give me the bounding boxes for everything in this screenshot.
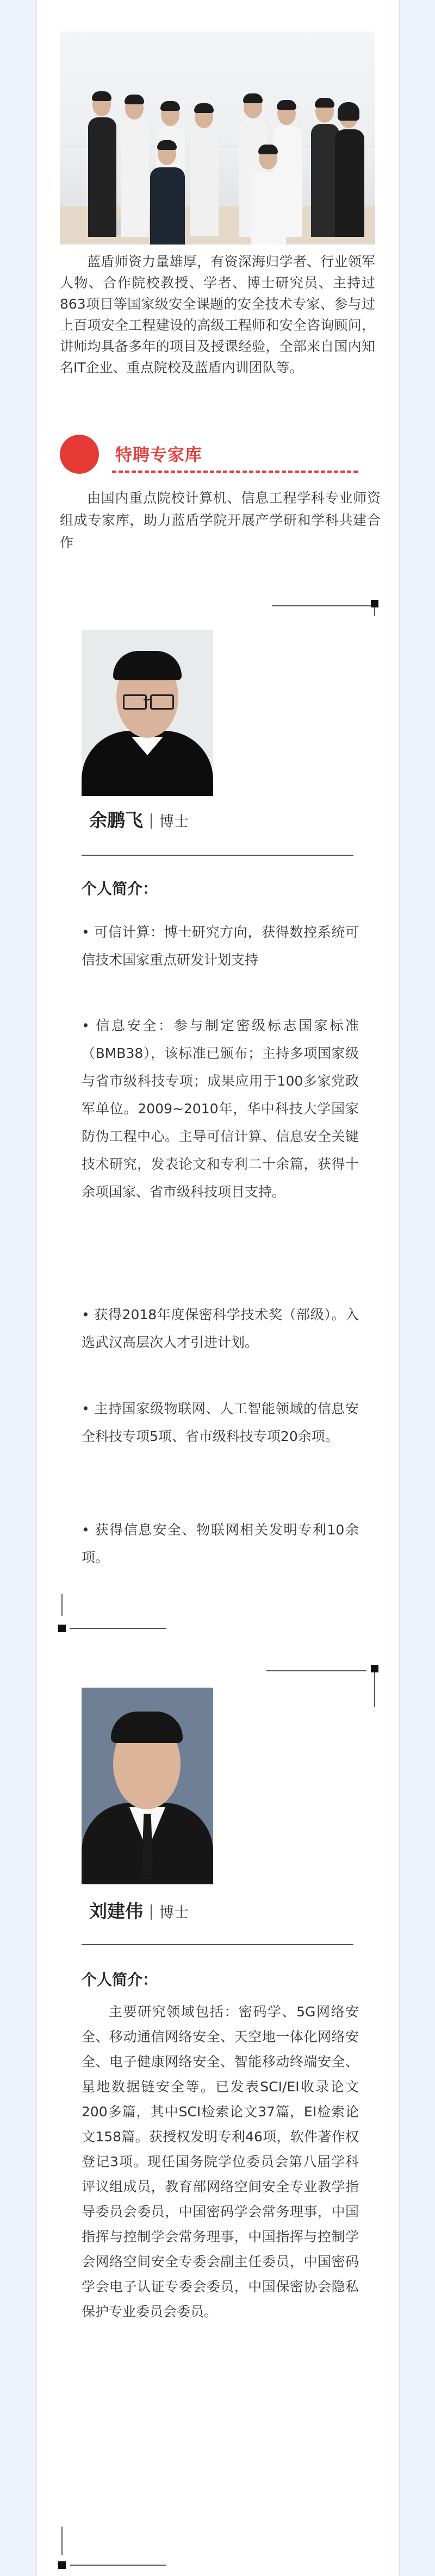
name-underline — [82, 855, 353, 856]
corner-square — [371, 600, 378, 607]
corner-square — [58, 1625, 66, 1632]
card-bottom-vline — [61, 1594, 63, 1616]
team-photo — [60, 32, 375, 245]
expert-name-row-1 — [89, 806, 189, 832]
profile-item: • 主持国家级物联网、人工智能领域的信息安全科技专项5项、省市级科技专项20余项。 — [82, 1401, 359, 1444]
card-bottom-line — [70, 2565, 166, 2566]
profile-item: • 信息安全：参与制定密级标志国家标准（BMB38），该标准已颁布；主持多项国家级与省市级科技专项；成果应用于100多家党政军单位。2009~2010年，华中科技大学国家防伪工程中心。主导可信计算、信息安全关键技术研究，发表论文和专利二十余篇，获得十余项国家、省市级科技项目支持。 — [82, 1018, 359, 1200]
card-bottom-line — [70, 1628, 166, 1629]
expert-title: 博士 — [159, 813, 189, 830]
expert-portrait-1 — [82, 630, 213, 796]
name-underline — [82, 1944, 353, 1945]
profile-label: 个人简介： — [82, 1971, 158, 1989]
corner-square — [58, 2561, 66, 2569]
card-bottom-vline — [61, 2527, 63, 2555]
expert-library-description: 由国内重点院校计算机、信息工程学科专业师资组成专家库，助力蓝盾学院开展产学研和学科共建合作 — [60, 490, 381, 550]
expert-portrait-2 — [82, 1688, 213, 1884]
card-top-line — [272, 605, 372, 606]
profile-item: • 获得信息安全、物联网相关发明专利10余项。 — [82, 1522, 359, 1565]
corner-square — [371, 1665, 378, 1672]
section-badge-dot — [60, 435, 99, 474]
team-intro: 蓝盾师资力量雄厚，有资深海归学者、行业领军人物、合作院校教授、学者、博士研究员、主持过863项目等国家级安全课题的安全技术专家、参与过上百项安全工程建设的高级工程师和安全咨询顾问，讲师均具备多年的项目及授课经验，全部来自国内知名IT企业、重点院校及蓝盾内训团队等。 — [60, 254, 375, 375]
profile-label: 个人简介： — [82, 880, 158, 898]
expert-name-row-2 — [89, 1897, 189, 1923]
profile-item: • 获得2018年度保密科学技术奖（部级）。入选武汉高层次人才引进计划。 — [82, 1307, 359, 1350]
section-divider — [112, 471, 358, 473]
card-top-line — [266, 1670, 366, 1671]
section-title: 特聘专家库 — [115, 446, 202, 465]
expert-title: 博士 — [159, 1904, 189, 1921]
expert-bio: 主要研究领域包括：密码学、5G网络安全、移动通信网络安全、天空地一体化网络安全、电子健康网络安全、智能移动终端安全、星地数据链安全等。已发表SCI/EI收录论文200多篇，其中SCI检索论文37篇，EI检索论文158篇。获授权发明专利46项，软件著作权登记3项。现任国务院学位委员会第八届学科评议组成员，教育部网络空间安全专业教学指导委员会委员，中国密码学会常务理事，中国指挥与控制学会常务理事，中国指挥与控制学会网络空间安全专委会副主任委员，中国密码学会电子认证专委会委员，中国保密协会隐私保护专业委员会委员。 — [82, 2004, 359, 2320]
expert-name: 刘建伟 — [89, 1901, 143, 1922]
profile-item: • 可信计算：博士研究方向，获得数控系统可信技术国家重点研发计划支持 — [82, 924, 359, 968]
expert-name: 余鹏飞 — [89, 810, 143, 831]
